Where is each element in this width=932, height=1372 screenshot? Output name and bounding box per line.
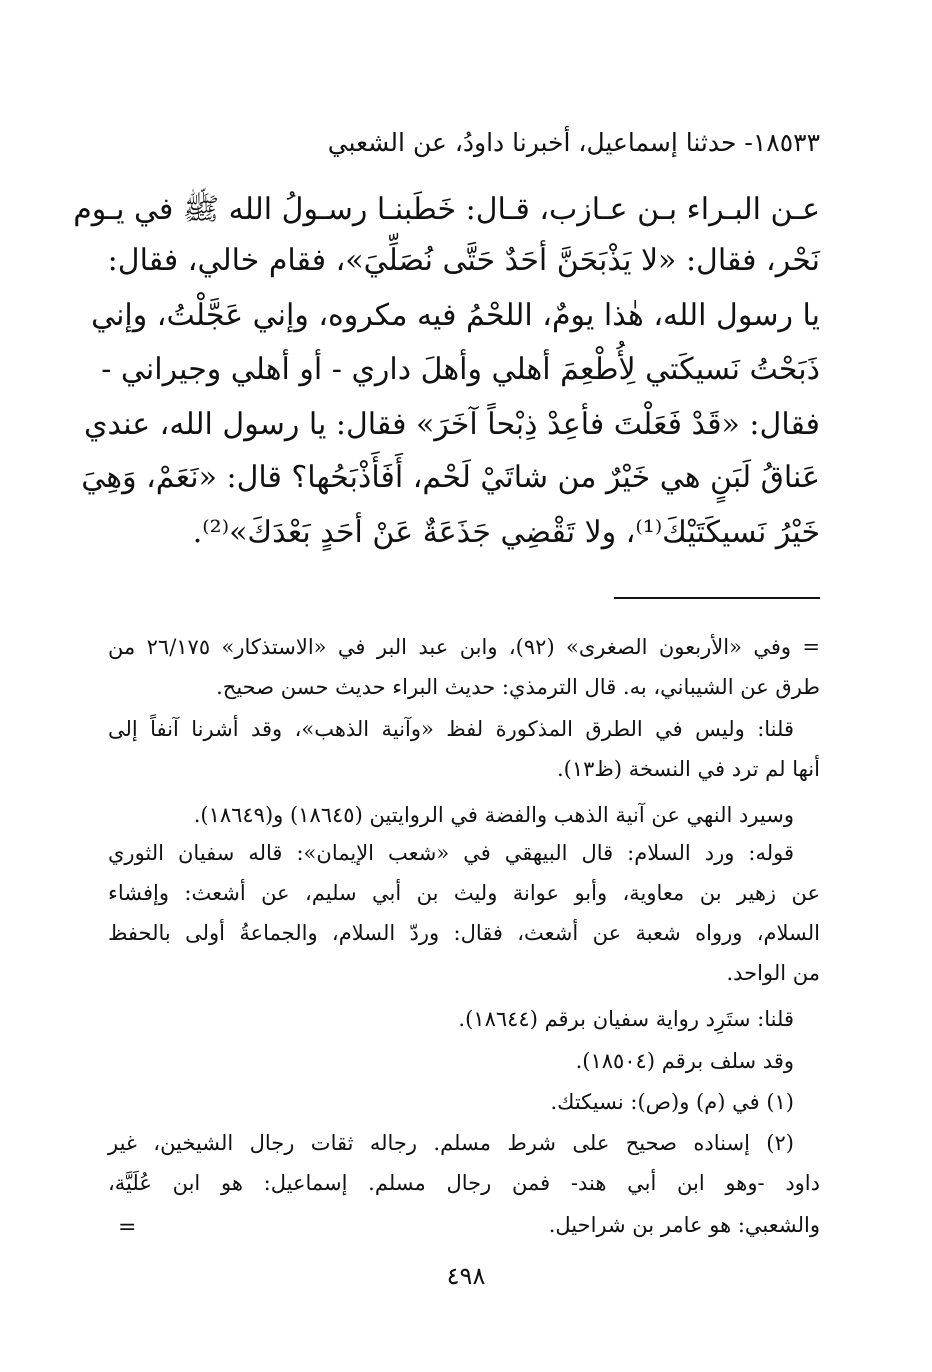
hadith-heading: ١٨٥٣٣- حدثنا إسماعيل، أخبرنا داودُ، عن الشعبي [327,128,820,157]
footnote-line: وسيرد النهي عن آنية الذهب والفضة في الروايتين (١٨٦٤٥) و(١٨٦٤٩). [193,803,794,827]
hadith-line: عـن البـراء بـن عـازب، قـال: خَطَبنـا رسـولُ الله ﷺ في يـوم [73,192,820,227]
hadith-line: يا رسول الله، هٰذا يومٌ، اللحْمُ فيه مكروه، وإني عَجَّلْتُ، وإني [91,298,820,333]
footnote-line: قلنا: وليس في الطرق المذكورة لفظ «وآنية الذهب»، وقد أشرنا آنفاً إلى [108,717,794,741]
footnote-line: من الواحد. [726,961,820,985]
footnote-line: قوله: ورد السلام: قال البيهقي في «شعب الإيمان»: قاله سفيان الثوري [108,841,794,865]
footnote-divider [614,597,820,599]
footnote-line: قلنا: ستَرِد رواية سفيان برقم (١٨٦٤٤). [458,1007,794,1031]
footnote-line: وقد سلف برقم (١٨٥٠٤). [575,1049,794,1073]
hadith-line: فقال: «قَدْ فَعَلْتَ فأعِدْ ذِبْحاً آخَرَ» فقال: يا رسول الله، عندي [83,407,820,442]
hadith-line: خَيْرُ نَسيكَتَيْكَ⁽¹⁾، ولا تَقْضِي جَذَعَةٌ عَنْ أحَدٍ بَعْدَكَ»⁽²⁾. [192,515,820,550]
footnote-line: السلام، ورواه شعبة عن أشعث، فقال: وردّ السلام، والجماعةُ أولى بالحفظ [108,921,820,945]
page-number: ٤٩٨ [446,1262,486,1290]
hadith-line: عَناقُ لَبَنٍ هي خَيْرٌ من شاتَيْ لَحْم، أَفَأَذْبَحُها؟ قال: «نَعَمْ، وَهِيَ [81,460,820,495]
footnote-line: داود -وهو ابن أبي هند- فمن رجال مسلم. إسماعيل: هو ابن عُلَيَّة، [108,1171,820,1195]
footnote-line: عن زهير بن معاوية، وأبو عوانة وليث بن أبي سليم، عن أشعث: وإفشاء [108,881,820,905]
hadith-line: نَحْر، فقال: «لا يَذْبَحَنَّ أحَدٌ حَتَّى نُصَلِّيَ»، فقام خالي، فقال: [107,243,820,278]
footnote-line: (٢) إسناده صحيح على شرط مسلم. رجاله ثقات رجال الشيخين، غير [108,1131,794,1155]
footnote-line: والشعبي: هو عامر بن شراحيل. [548,1213,820,1237]
footnote-line: = وفي «الأربعون الصغرى» (٩٢)، وابن عبد البر في «الاستذكار» ٢٦/١٧٥ من [108,635,820,659]
footnote-line: (١) في (م) و(ص): نسيكتك. [550,1090,794,1114]
hadith-line: ذَبَحْتُ نَسيكَتي لِأُطْعِمَ أهلي وأهلَ داري - أو أهلي وجيراني - [101,352,820,387]
footnote-line: طرق عن الشيباني، به. قال الترمذي: حديث البراء حديث حسن صحيح. [216,675,820,699]
footnote-line: أنها لم ترد في النسخة (ظ١٣). [556,757,820,781]
continuation-mark: = [118,1215,137,1240]
